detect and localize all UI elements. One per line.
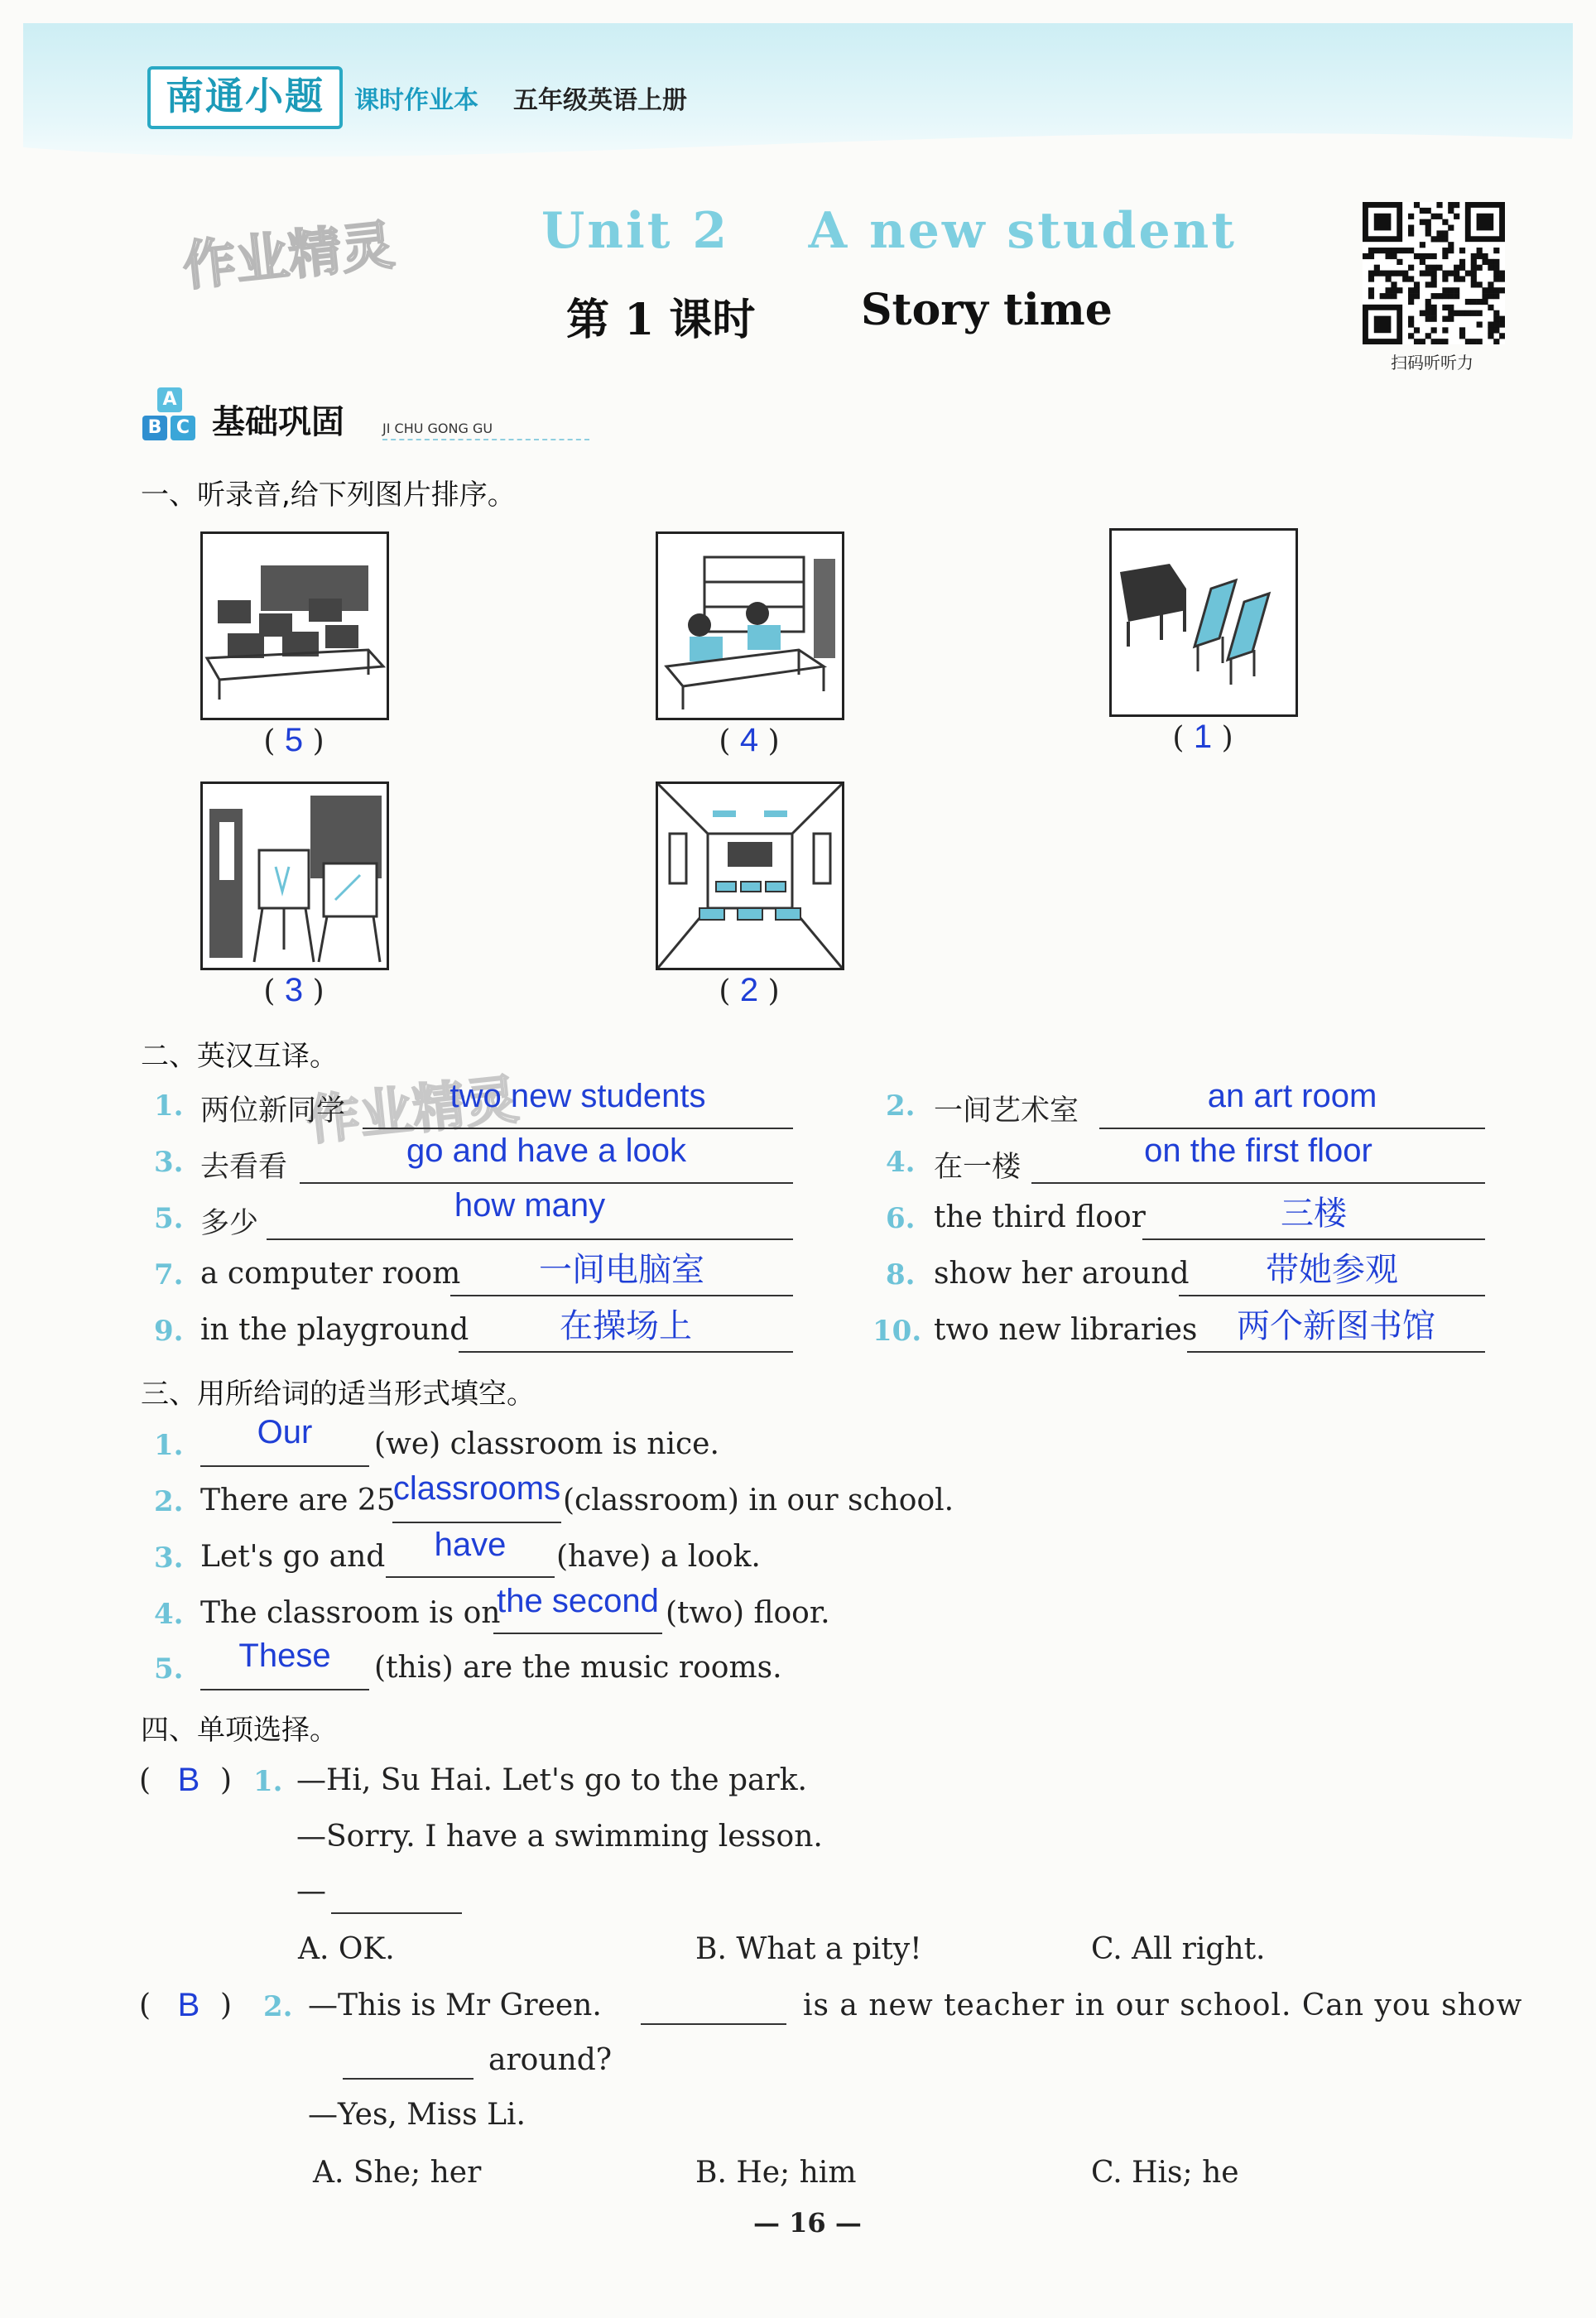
answer-1: 5 [284, 722, 304, 758]
answer-paren-close: ) [220, 1763, 233, 1797]
translation-question: a computer room [200, 1257, 461, 1291]
answer-line [392, 1522, 561, 1523]
sentence-text: Let's go and [200, 1540, 386, 1574]
brand-logo: 南通小题 [147, 66, 343, 129]
part1-heading: 一、听录音,给下列图片排序。 [141, 479, 516, 512]
answer-line [200, 1689, 369, 1690]
answer-line [1187, 1351, 1485, 1353]
fill-answer: have [434, 1527, 507, 1563]
sentence-text: There are 25 [200, 1484, 396, 1517]
translation-question: 一间艺术室 [934, 1094, 1079, 1128]
sentence-text: (this) are the music rooms. [374, 1651, 782, 1685]
answer-line [200, 1465, 369, 1467]
answer-line [1031, 1182, 1485, 1184]
item-number: 6. [886, 1202, 916, 1235]
translation-question: show her around [934, 1257, 1190, 1291]
answer-slot-4: ( 3 ) [263, 972, 324, 1008]
answer-line [331, 1912, 462, 1914]
choice-answer: B [177, 1762, 200, 1798]
option-a: A. She; her [313, 2156, 482, 2190]
translation-question: 去看看 [200, 1151, 288, 1184]
lesson-number: 第 1 课时 [566, 295, 756, 345]
item-number: 3. [154, 1146, 184, 1179]
answer-4: 3 [284, 972, 304, 1008]
sentence-text: (we) classroom is nice. [374, 1427, 719, 1461]
translation-answer: how many [454, 1187, 606, 1224]
translation-question: two new libraries [934, 1313, 1198, 1347]
qr-caption: 扫码听听力 [1391, 353, 1473, 373]
choice-answer: B [177, 1987, 200, 2023]
answer-line [300, 1182, 793, 1184]
answer-line [363, 1128, 793, 1129]
item-number: 5. [154, 1202, 184, 1235]
fill-answer: Our [257, 1414, 313, 1450]
answer-slot-5: ( 2 ) [719, 972, 780, 1008]
item-number: 2. [886, 1089, 916, 1123]
option-c: C. His; he [1091, 2156, 1239, 2190]
answer-paren-close: ) [220, 1989, 233, 2022]
translation-answer: two new students [449, 1078, 706, 1114]
answer-5: 2 [739, 972, 759, 1008]
part2-heading: 二、英汉互译。 [141, 1040, 338, 1073]
item-number: 4. [154, 1598, 184, 1631]
dialogue-line: —Hi, Su Hai. Let's go to the park. [296, 1763, 807, 1797]
translation-question: 在一楼 [934, 1151, 1022, 1184]
dialogue-line: is a new teacher in our school. Can you show [803, 1989, 1523, 2022]
answer-line [1142, 1238, 1485, 1240]
library-picture [656, 531, 844, 720]
fill-answer: classrooms [392, 1470, 561, 1507]
item-number: 9. [154, 1315, 184, 1348]
item-number: 4. [886, 1146, 916, 1179]
fill-answer: the second [497, 1583, 659, 1619]
item-number: 5. [154, 1652, 184, 1686]
translation-question: the third floor [934, 1200, 1146, 1234]
abc-block-a: A [157, 387, 182, 412]
answer-line [386, 1576, 555, 1578]
classroom-picture [656, 781, 844, 970]
dialogue-line: — [296, 1874, 326, 1908]
answer-paren-open: ( [139, 1989, 151, 2022]
answer-2: 4 [739, 722, 759, 758]
answer-slot-3: ( 1 ) [1172, 719, 1233, 755]
answer-line [343, 2078, 474, 2080]
art-room-picture [200, 781, 389, 970]
answer-line [1179, 1295, 1485, 1296]
option-b: B. What a pity! [695, 1932, 922, 1966]
header-book-title: 五年级英语上册 [513, 86, 687, 115]
dialogue-line: —Yes, Miss Li. [308, 2098, 526, 2132]
answer-line [450, 1295, 793, 1296]
answer-line [641, 2023, 786, 2025]
section-underline [382, 439, 589, 440]
sentence-text: (classroom) in our school. [563, 1484, 954, 1517]
dialogue-line: —This is Mr Green. [308, 1989, 602, 2022]
translation-answer: go and have a look [406, 1133, 687, 1169]
translation-answer: 带她参观 [1266, 1251, 1398, 1289]
translation-answer: an art room [1207, 1078, 1377, 1114]
abc-block-c: C [171, 416, 195, 440]
computer-room-picture [200, 531, 389, 720]
answer-line [1099, 1128, 1485, 1129]
watermark: 作业精灵 [180, 214, 397, 299]
translation-question: 两位新同学 [200, 1094, 346, 1128]
item-number: 1. [154, 1089, 184, 1123]
section-pinyin: JI CHU GONG GU [382, 421, 493, 436]
answer-paren-open: ( [139, 1763, 151, 1797]
translation-answer: 三楼 [1281, 1195, 1347, 1233]
fill-answer: These [238, 1638, 331, 1674]
lesson-name: Story time [861, 285, 1113, 335]
item-number: 8. [886, 1258, 916, 1291]
item-number: 2. [263, 1990, 293, 2023]
option-b: B. He; him [695, 2156, 857, 2190]
answer-slot-1: ( 5 ) [263, 722, 324, 758]
sentence-text: (two) floor. [666, 1596, 830, 1630]
abc-blocks-icon [142, 387, 197, 442]
qr-code-icon[interactable] [1363, 202, 1505, 344]
abc-block-b: B [142, 416, 167, 440]
item-number: 10. [873, 1315, 922, 1348]
translation-answer: 一间电脑室 [539, 1251, 704, 1289]
answer-slot-2: ( 4 ) [719, 722, 780, 758]
item-number: 2. [154, 1485, 184, 1518]
dialogue-line: around? [488, 2043, 613, 2077]
part3-heading: 三、用所给词的适当形式填空。 [141, 1378, 535, 1411]
translation-question: 多少 [200, 1207, 259, 1240]
dialogue-line: —Sorry. I have a swimming lesson. [296, 1820, 823, 1854]
translation-answer: 两个新图书馆 [1237, 1307, 1435, 1345]
translation-answer: on the first floor [1144, 1133, 1372, 1169]
sentence-text: (have) a look. [556, 1540, 761, 1574]
answer-line [493, 1633, 662, 1634]
item-number: 3. [154, 1541, 184, 1575]
translation-question: in the playground [200, 1313, 469, 1347]
header-subtitle: 课时作业本 [354, 86, 478, 115]
option-a: A. OK. [298, 1932, 395, 1966]
watermark: 作业精灵 [304, 1069, 522, 1153]
music-room-picture [1109, 528, 1298, 717]
part4-heading: 四、单项选择。 [141, 1714, 338, 1747]
item-number: 1. [253, 1765, 283, 1798]
option-c: C. All right. [1091, 1932, 1266, 1966]
answer-line [459, 1351, 793, 1353]
sentence-text: The classroom is on [200, 1596, 501, 1630]
translation-answer: 在操场上 [560, 1307, 692, 1345]
item-number: 7. [154, 1258, 184, 1291]
section-title: 基础巩固 [212, 403, 344, 441]
answer-line [267, 1238, 793, 1240]
answer-3: 1 [1193, 719, 1213, 755]
item-number: 1. [154, 1429, 184, 1462]
unit-title: Unit 2 A new student [541, 202, 1238, 260]
page-number: — 16 — [753, 2207, 862, 2239]
